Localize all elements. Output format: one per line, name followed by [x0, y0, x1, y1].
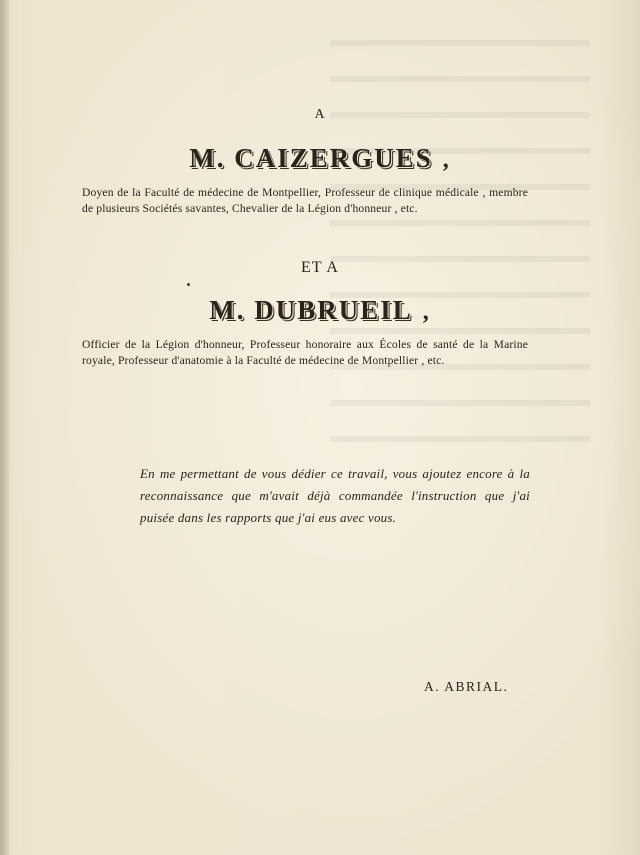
- dedicatee-1-name-text: M. CAIZERGUES: [189, 143, 433, 173]
- dedicatee-1-comma: ,: [442, 147, 451, 173]
- dedicatee-2-name: [0, 297, 640, 324]
- dedication-heading: A: [314, 107, 326, 122]
- dedicatee-2-description: Officier de la Légion d'honneur, Professeur honoraire aux Écoles de santé de la Marine royale, Professeur d'anatomie à la Faculté de médecine de Montpellier , etc.: [82, 338, 528, 367]
- dedicatee-2-comma: ,: [422, 299, 431, 325]
- dedication-paragraph: En me permettant de vous dédier ce travail, vous ajoutez encore à la reconnaissance que m'avait déjà commandée l'instruction que j'ai puisée dans les rapports que j'ai eus avec vous.: [140, 466, 530, 525]
- author-signature: A. ABRIAL.: [424, 679, 509, 694]
- ink-speck: [187, 283, 190, 286]
- conjunction-heading: ET A: [301, 259, 339, 276]
- dedicatee-2-name-text: M. DUBRUEIL: [209, 295, 413, 325]
- bleed-through-texture: [330, 40, 590, 460]
- dedicatee-1-description: Doyen de la Faculté de médecine de Montpellier, Professeur de clinique médicale , membre de plusieurs Sociétés savantes, Chevalier de la Légion d'honneur , etc.: [82, 186, 528, 215]
- dedicatee-1-name: [0, 145, 640, 172]
- page-gutter: [0, 0, 10, 855]
